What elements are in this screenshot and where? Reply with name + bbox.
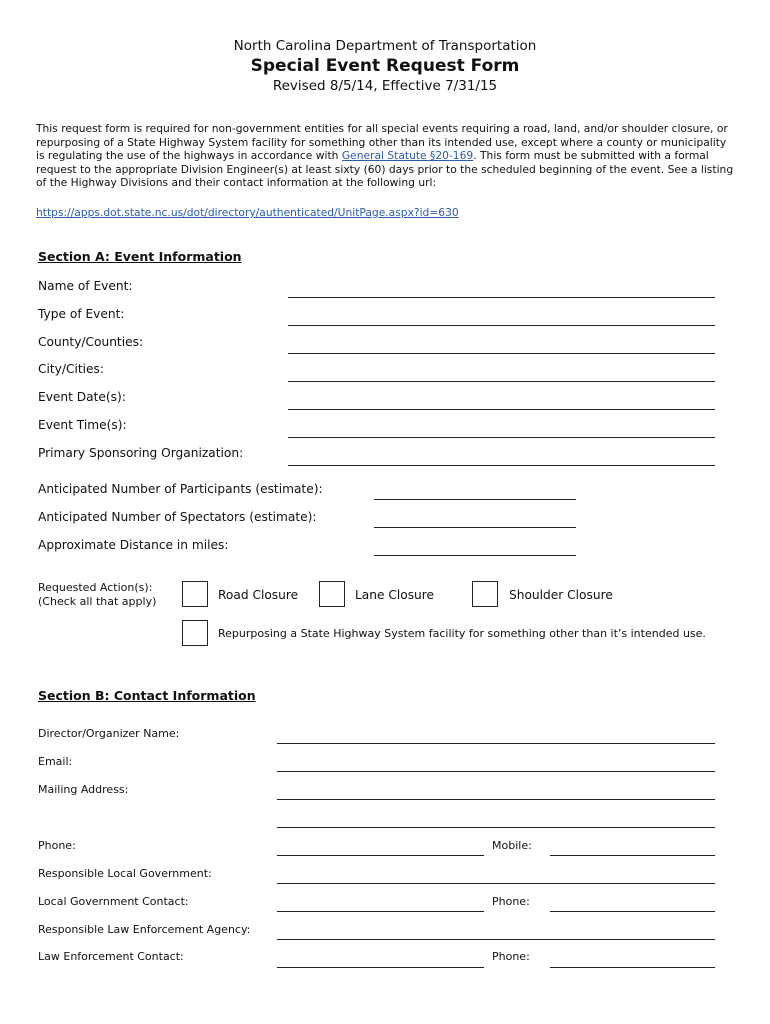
general-statute-link[interactable]: General Statute §20-169 bbox=[341, 149, 474, 163]
form-title: Special Event Request Form bbox=[250, 56, 520, 76]
local-government-phone-field[interactable] bbox=[550, 911, 715, 912]
counties-field[interactable] bbox=[288, 353, 715, 354]
local-government-contact-label: Local Government Contact: bbox=[38, 895, 189, 908]
road-closure-label: Road Closure bbox=[218, 588, 299, 602]
department-name: North Carolina Department of Transportation bbox=[233, 38, 537, 54]
shoulder-closure-checkbox[interactable] bbox=[472, 581, 498, 607]
sponsoring-organization-label: Primary Sponsoring Organization: bbox=[38, 446, 244, 460]
intro-text-after: . This form must be submitted with a formal request to the appropriate Division Engineer(s) at least sixty (60) days prior to the scheduled beginning of the event. See a listing of the Highway Divisions and their contact information at the following url: bbox=[36, 149, 734, 190]
law-enforcement-agency-field[interactable] bbox=[277, 939, 715, 940]
type-of-event-label: Type of Event: bbox=[38, 307, 125, 321]
law-enforcement-contact-field[interactable] bbox=[277, 967, 484, 968]
intro-text-before: This request form is required for non-government entities for all special events requiring a road, land, and/or shoulder closure, or repurposing of a State Highway System facility for something other than its intended use, except where a county or municipality is regulating the use of the highways in accordance with bbox=[36, 122, 728, 163]
road-closure-checkbox[interactable] bbox=[182, 581, 208, 607]
repurposing-label: Repurposing a State Highway System facility for something other than it’s intended use. bbox=[218, 627, 706, 640]
cities-label: City/Cities: bbox=[38, 362, 105, 376]
email-label: Email: bbox=[38, 755, 73, 768]
highway-divisions-url-link[interactable]: https://apps.dot.state.nc.us/dot/directory/authenticated/UnitPage.aspx?id=630 bbox=[36, 206, 459, 219]
mobile-label: Mobile: bbox=[492, 839, 532, 852]
type-of-event-field[interactable] bbox=[288, 325, 715, 326]
distance-label: Approximate Distance in miles: bbox=[38, 538, 229, 552]
name-of-event-field[interactable] bbox=[288, 297, 715, 298]
lane-closure-checkbox[interactable] bbox=[319, 581, 345, 607]
participants-label: Anticipated Number of Participants (estimate): bbox=[38, 482, 323, 496]
mailing-address-field-line-2[interactable] bbox=[277, 827, 715, 828]
section-a-title: Section A: Event Information bbox=[38, 249, 242, 264]
event-dates-label: Event Date(s): bbox=[38, 390, 126, 404]
responsible-local-government-field[interactable] bbox=[277, 883, 715, 884]
law-enforcement-phone-field[interactable] bbox=[550, 967, 715, 968]
law-enforcement-contact-label: Law Enforcement Contact: bbox=[38, 950, 184, 963]
distance-field[interactable] bbox=[374, 555, 576, 556]
repurposing-checkbox[interactable] bbox=[182, 620, 208, 646]
spectators-label: Anticipated Number of Spectators (estimate): bbox=[38, 510, 317, 524]
director-field[interactable] bbox=[277, 743, 715, 744]
sponsoring-organization-field[interactable] bbox=[288, 465, 715, 466]
cities-field[interactable] bbox=[288, 381, 715, 382]
section-b-title: Section B: Contact Information bbox=[38, 688, 256, 703]
mailing-address-field-line-1[interactable] bbox=[277, 799, 715, 800]
shoulder-closure-label: Shoulder Closure bbox=[509, 588, 613, 602]
local-government-phone-label: Phone: bbox=[492, 895, 530, 908]
mobile-field[interactable] bbox=[550, 855, 715, 856]
law-enforcement-agency-label: Responsible Law Enforcement Agency: bbox=[38, 923, 251, 936]
local-government-contact-field[interactable] bbox=[277, 911, 484, 912]
event-times-field[interactable] bbox=[288, 437, 715, 438]
phone-field[interactable] bbox=[277, 855, 484, 856]
requested-actions-label bbox=[38, 581, 156, 609]
responsible-local-government-label: Responsible Local Government: bbox=[38, 867, 212, 880]
requested-actions-hint: (Check all that apply) bbox=[38, 595, 157, 608]
director-label: Director/Organizer Name: bbox=[38, 727, 180, 740]
participants-field[interactable] bbox=[374, 499, 576, 500]
requested-actions-title: Requested Action(s): bbox=[38, 581, 153, 594]
lane-closure-label: Lane Closure bbox=[355, 588, 435, 602]
event-times-label: Event Time(s): bbox=[38, 418, 127, 432]
spectators-field[interactable] bbox=[374, 527, 576, 528]
mailing-address-label: Mailing Address: bbox=[38, 783, 129, 796]
phone-label: Phone: bbox=[38, 839, 76, 852]
email-field[interactable] bbox=[277, 771, 715, 772]
counties-label: County/Counties: bbox=[38, 335, 144, 349]
name-of-event-label: Name of Event: bbox=[38, 279, 133, 293]
revision-date: Revised 8/5/14, Effective 7/31/15 bbox=[272, 78, 498, 94]
event-dates-field[interactable] bbox=[288, 409, 715, 410]
intro-paragraph bbox=[36, 122, 736, 190]
law-enforcement-phone-label: Phone: bbox=[492, 950, 530, 963]
